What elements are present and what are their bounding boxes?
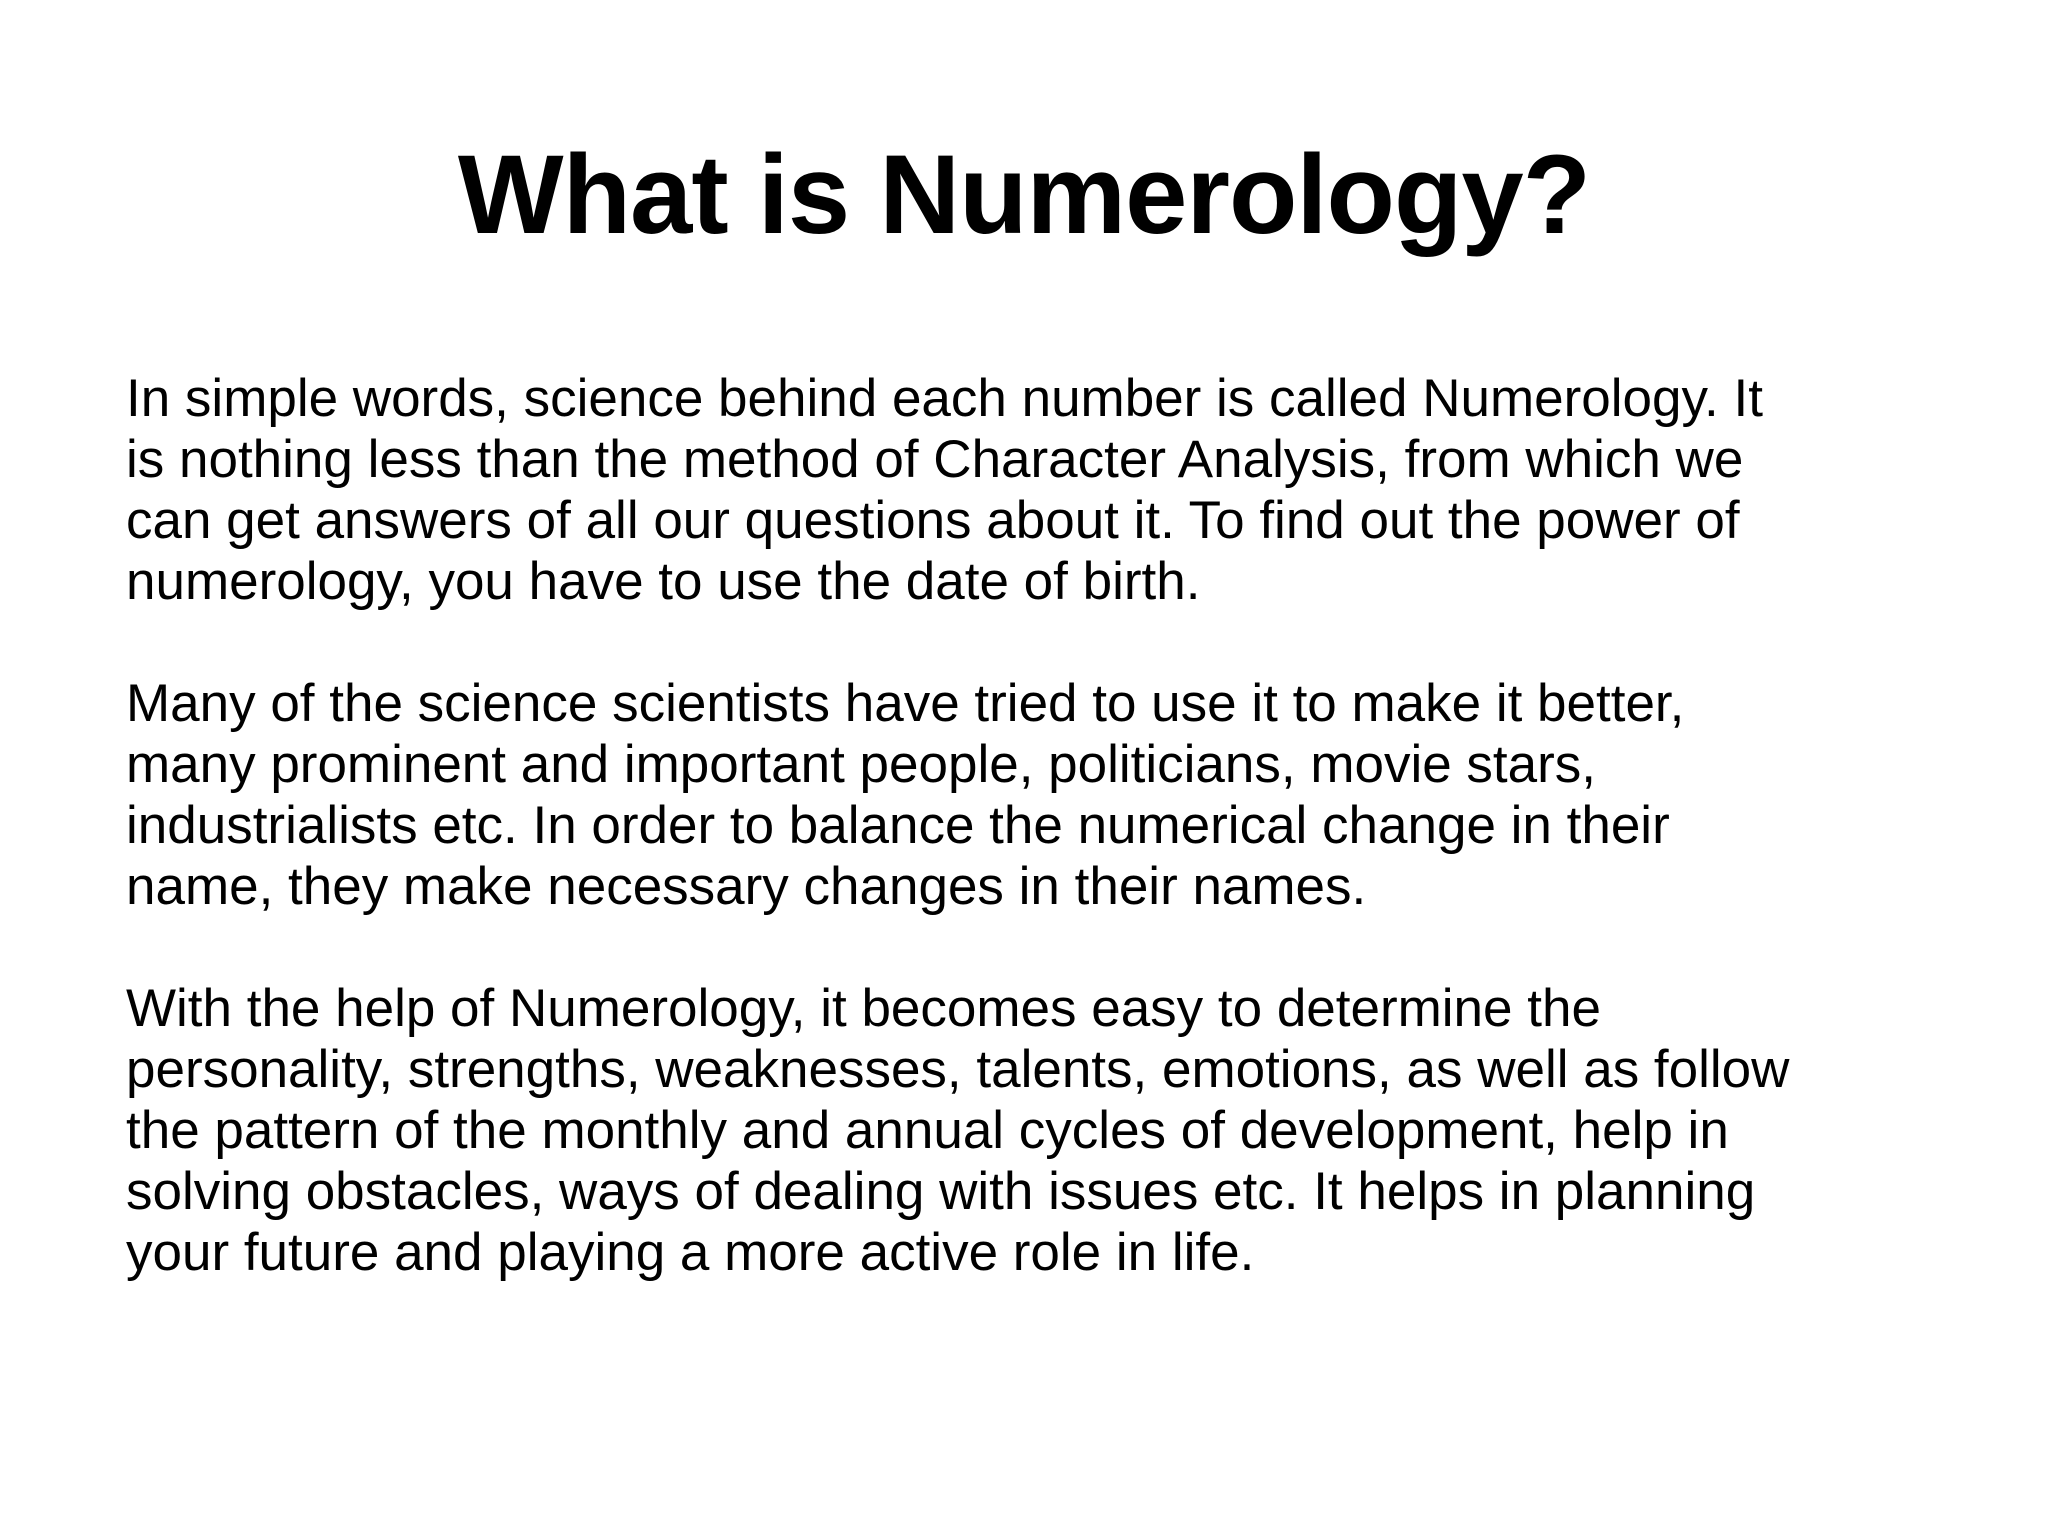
- text-line: name, they make necessary changes in their names.: [126, 857, 1367, 916]
- text-line: many prominent and important people, politicians, movie stars,: [126, 735, 1596, 794]
- text-line: can get answers of all our questions about it. To find out the power of: [126, 491, 1740, 550]
- text-line: With the help of Numerology, it becomes easy to determine the: [126, 979, 1601, 1038]
- paragraph-1: [126, 368, 1956, 612]
- text-line: solving obstacles, ways of dealing with issues etc. It helps in planning: [126, 1162, 1756, 1221]
- text-line: personality, strengths, weaknesses, talents, emotions, as well as follow: [126, 1040, 1790, 1099]
- slide-body: [126, 368, 1956, 1344]
- paragraph-2: [126, 673, 1956, 917]
- text-line: industrialists etc. In order to balance the numerical change in their: [126, 796, 1670, 855]
- text-line: the pattern of the monthly and annual cycles of development, help in: [126, 1101, 1729, 1160]
- paragraph-3: [126, 978, 1956, 1283]
- text-line: is nothing less than the method of Character Analysis, from which we: [126, 430, 1744, 489]
- text-line: numerology, you have to use the date of birth.: [126, 552, 1201, 611]
- text-line: Many of the science scientists have tried to use it to make it better,: [126, 674, 1685, 733]
- text-line: In simple words, science behind each number is called Numerology. It: [126, 369, 1763, 428]
- text-line: your future and playing a more active role in life.: [126, 1223, 1255, 1282]
- slide-title: What is Numerology?: [457, 132, 1591, 257]
